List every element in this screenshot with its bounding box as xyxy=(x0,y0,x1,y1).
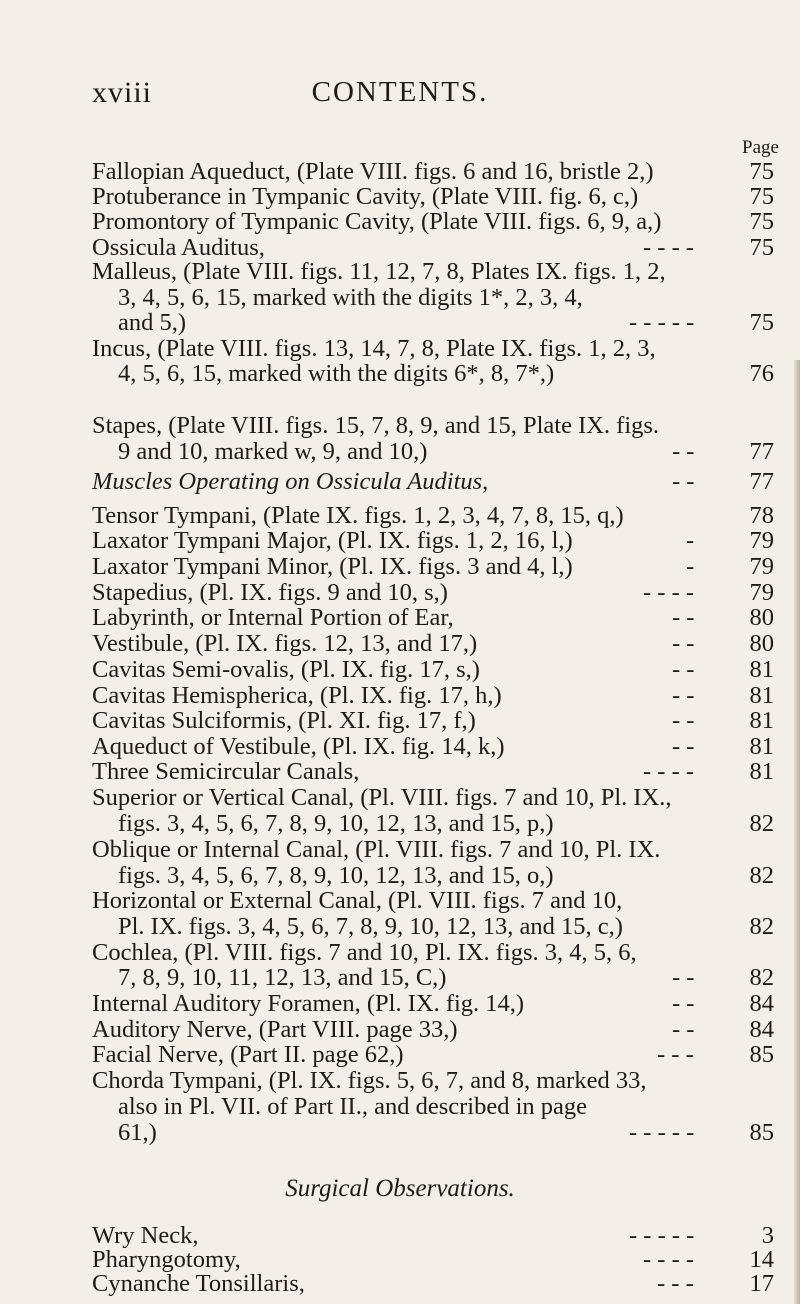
entry-title: 9 and 10, marked w, 9, and 10,) xyxy=(118,438,428,465)
contents-entry xyxy=(0,784,800,812)
entry-title: Labyrinth, or Internal Portion of Ear, xyxy=(92,604,454,631)
contents-entry xyxy=(0,758,800,786)
entry-page-number: 77 xyxy=(749,438,774,465)
entry-page-number: 84 xyxy=(749,990,774,1017)
entry-title: Internal Auditory Foramen, (Pl. IX. fig. 14,) xyxy=(92,990,525,1017)
contents-entry xyxy=(0,913,800,941)
entry-title: Pl. IX. figs. 3, 4, 5, 6, 7, 8, 9, 10, 12, 13, and 15, c,) xyxy=(118,913,623,940)
contents-entry xyxy=(0,733,800,761)
contents-entry xyxy=(0,1119,800,1147)
entry-title: Cavitas Sulciformis, (Pl. XI. fig. 17, f,) xyxy=(92,707,476,734)
folio-number: xviii xyxy=(92,76,153,109)
contents-entry xyxy=(0,682,800,710)
entry-page-number: 76 xyxy=(749,360,774,387)
contents-entry xyxy=(0,438,800,466)
contents-entry xyxy=(0,604,800,632)
leader-dashes: - - - - xyxy=(643,758,695,785)
page-edge-shadow xyxy=(794,360,800,1304)
leader-dashes: - - - xyxy=(657,1041,694,1068)
entry-page-number: 81 xyxy=(749,656,774,683)
entry-title: Stapedius, (Pl. IX. figs. 9 and 10, s,) xyxy=(92,579,448,606)
leader-dashes: - - xyxy=(672,707,695,734)
contents-entry xyxy=(0,656,800,684)
contents-entry xyxy=(0,527,800,555)
contents-entry xyxy=(0,630,800,658)
entry-page-number: 85 xyxy=(749,1119,774,1146)
contents-entry xyxy=(0,208,800,236)
leader-dashes: - - - xyxy=(657,1270,694,1297)
entry-title: 7, 8, 9, 10, 11, 12, 13, and 15, C,) xyxy=(118,964,447,991)
contents-entry xyxy=(0,335,800,363)
contents-entry xyxy=(0,158,800,186)
contents-entry xyxy=(0,553,800,581)
entry-title: 3, 4, 5, 6, 15, marked with the digits 1*, 2, 3, 4, xyxy=(118,284,583,311)
entry-title: Three Semicircular Canals, xyxy=(92,758,360,785)
contents-entry xyxy=(0,836,800,864)
entry-page-number: 75 xyxy=(749,208,774,235)
entry-page-number: 80 xyxy=(749,630,774,657)
entry-title: Cavitas Hemispherica, (Pl. IX. fig. 17, h,) xyxy=(92,682,502,709)
entry-page-number: 82 xyxy=(749,913,774,940)
entry-title: Laxator Tympani Major, (Pl. IX. figs. 1, 2, 16, l,) xyxy=(92,527,573,554)
entry-page-number: 75 xyxy=(749,309,774,336)
contents-entry xyxy=(0,412,800,440)
contents-entry xyxy=(0,1016,800,1044)
contents-entry xyxy=(0,1041,800,1069)
contents-entry xyxy=(0,284,800,312)
entry-title: Cynanche Tonsillaris, xyxy=(92,1270,305,1297)
entry-title: Laxator Tympani Minor, (Pl. IX. figs. 3 and 4, l,) xyxy=(92,553,573,580)
contents-entry xyxy=(0,502,800,530)
entry-title: Malleus, (Plate VIII. figs. 11, 12, 7, 8, Plates IX. figs. 1, 2, xyxy=(92,258,666,285)
contents-entry xyxy=(0,183,800,211)
contents-entry xyxy=(0,862,800,890)
entry-page-number: 81 xyxy=(749,707,774,734)
leader-dashes: - - xyxy=(672,438,695,465)
contents-entry xyxy=(0,964,800,992)
entry-title: Wry Neck, xyxy=(92,1222,199,1249)
contents-entry xyxy=(0,360,800,388)
contents-entry xyxy=(0,468,800,496)
entry-page-number: 75 xyxy=(749,158,774,185)
entry-page-number: 77 xyxy=(749,468,774,495)
entry-page-number: 14 xyxy=(749,1246,774,1273)
leader-dashes: - - - - xyxy=(643,579,695,606)
entry-page-number: 80 xyxy=(749,604,774,631)
contents-entry xyxy=(0,309,800,337)
entry-title: and 5,) xyxy=(118,309,187,336)
entry-page-number: 75 xyxy=(749,234,774,261)
entry-title: Chorda Tympani, (Pl. IX. figs. 5, 6, 7, and 8, marked 33, xyxy=(92,1067,647,1094)
contents-entry xyxy=(0,939,800,967)
entry-page-number: 82 xyxy=(749,810,774,837)
entry-page-number: 3 xyxy=(761,1222,774,1249)
leader-dashes: - - xyxy=(672,468,695,495)
contents-entry xyxy=(0,887,800,915)
entry-title: Ossicula Auditus, xyxy=(92,234,265,261)
leader-dashes: - - - - xyxy=(643,1246,695,1273)
entry-page-number: 81 xyxy=(749,682,774,709)
contents-entry xyxy=(0,258,800,286)
entry-title: Stapes, (Plate VIII. figs. 15, 7, 8, 9, and 15, Plate IX. figs. xyxy=(92,412,660,439)
contents-entry xyxy=(0,1270,800,1298)
entry-title: Superior or Vertical Canal, (Pl. VIII. figs. 7 and 10, Pl. IX., xyxy=(92,784,672,811)
leader-dashes: - - - - - xyxy=(629,309,695,336)
entry-title: 4, 5, 6, 15, marked with the digits 6*, 8, 7*,) xyxy=(118,360,555,387)
entry-title: Facial Nerve, (Part II. page 62,) xyxy=(92,1041,404,1068)
entry-title: Protuberance in Tympanic Cavity, (Plate VIII. fig. 6, c,) xyxy=(92,183,639,210)
entry-page-number: 81 xyxy=(749,733,774,760)
contents-entry xyxy=(0,990,800,1018)
leader-dashes: - - xyxy=(672,682,695,709)
leader-dashes: - - - - - xyxy=(629,1119,695,1146)
entry-title: Pharyngotomy, xyxy=(92,1246,241,1273)
entry-title: Tensor Tympani, (Plate IX. figs. 1, 2, 3, 4, 7, 8, 15, q,) xyxy=(92,502,624,529)
contents-entry xyxy=(0,707,800,735)
contents-entry xyxy=(0,810,800,838)
contents-entry xyxy=(0,1093,800,1121)
leader-dashes: - - xyxy=(672,990,695,1017)
entry-page-number: 79 xyxy=(749,579,774,606)
running-title: CONTENTS. xyxy=(311,76,489,108)
entry-title: Auditory Nerve, (Part VIII. page 33,) xyxy=(92,1016,458,1043)
leader-dashes: - - xyxy=(672,964,695,991)
entry-page-number: 82 xyxy=(749,862,774,889)
entry-title: 61,) xyxy=(118,1119,157,1146)
leader-dashes: - xyxy=(686,527,695,554)
entry-page-number: 79 xyxy=(749,527,774,554)
contents-entry xyxy=(0,579,800,607)
page-header xyxy=(0,76,800,116)
leader-dashes: - - xyxy=(672,733,695,760)
leader-dashes: - - xyxy=(672,604,695,631)
entry-title: Horizontal or External Canal, (Pl. VIII. figs. 7 and 10, xyxy=(92,887,623,914)
entry-title: Oblique or Internal Canal, (Pl. VIII. figs. 7 and 10, Pl. IX. xyxy=(92,836,661,863)
leader-dashes: - xyxy=(686,553,695,580)
leader-dashes: - - xyxy=(672,1016,695,1043)
page-column-label: Page xyxy=(742,137,779,158)
entry-title: figs. 3, 4, 5, 6, 7, 8, 9, 10, 12, 13, and 15, o,) xyxy=(118,862,554,889)
entry-title: Aqueduct of Vestibule, (Pl. IX. fig. 14, k,) xyxy=(92,733,505,760)
entry-title: figs. 3, 4, 5, 6, 7, 8, 9, 10, 12, 13, and 15, p,) xyxy=(118,810,554,837)
entry-page-number: 81 xyxy=(749,758,774,785)
entry-title: Promontory of Tympanic Cavity, (Plate VIII. figs. 6, 9, a,) xyxy=(92,208,662,235)
entry-title: Incus, (Plate VIII. figs. 13, 14, 7, 8, Plate IX. figs. 1, 2, 3, xyxy=(92,335,656,362)
leader-dashes: - - - - - xyxy=(629,1222,695,1249)
section-heading: Muscles Operating on Ossicula Auditus, xyxy=(92,468,489,495)
leader-dashes: - - xyxy=(672,656,695,683)
entry-title: Fallopian Aqueduct, (Plate VIII. figs. 6 and 16, bristle 2,) xyxy=(92,158,654,185)
entry-page-number: 85 xyxy=(749,1041,774,1068)
entry-title: Vestibule, (Pl. IX. figs. 12, 13, and 17,) xyxy=(92,630,478,657)
entry-page-number: 84 xyxy=(749,1016,774,1043)
entry-title: Cavitas Semi-ovalis, (Pl. IX. fig. 17, s,) xyxy=(92,656,480,683)
entry-page-number: 75 xyxy=(749,183,774,210)
entry-page-number: 79 xyxy=(749,553,774,580)
entry-title: Cochlea, (Pl. VIII. figs. 7 and 10, Pl. IX. figs. 3, 4, 5, 6, xyxy=(92,939,637,966)
leader-dashes: - - - - xyxy=(643,234,695,261)
entry-page-number: 78 xyxy=(749,502,774,529)
contents-entry xyxy=(0,1067,800,1095)
leader-dashes: - - xyxy=(672,630,695,657)
entry-page-number: 82 xyxy=(749,964,774,991)
surgical-heading: Surgical Observations. xyxy=(285,1175,515,1202)
entry-title: also in Pl. VII. of Part II., and described in page xyxy=(118,1093,588,1120)
entry-page-number: 17 xyxy=(749,1270,774,1297)
